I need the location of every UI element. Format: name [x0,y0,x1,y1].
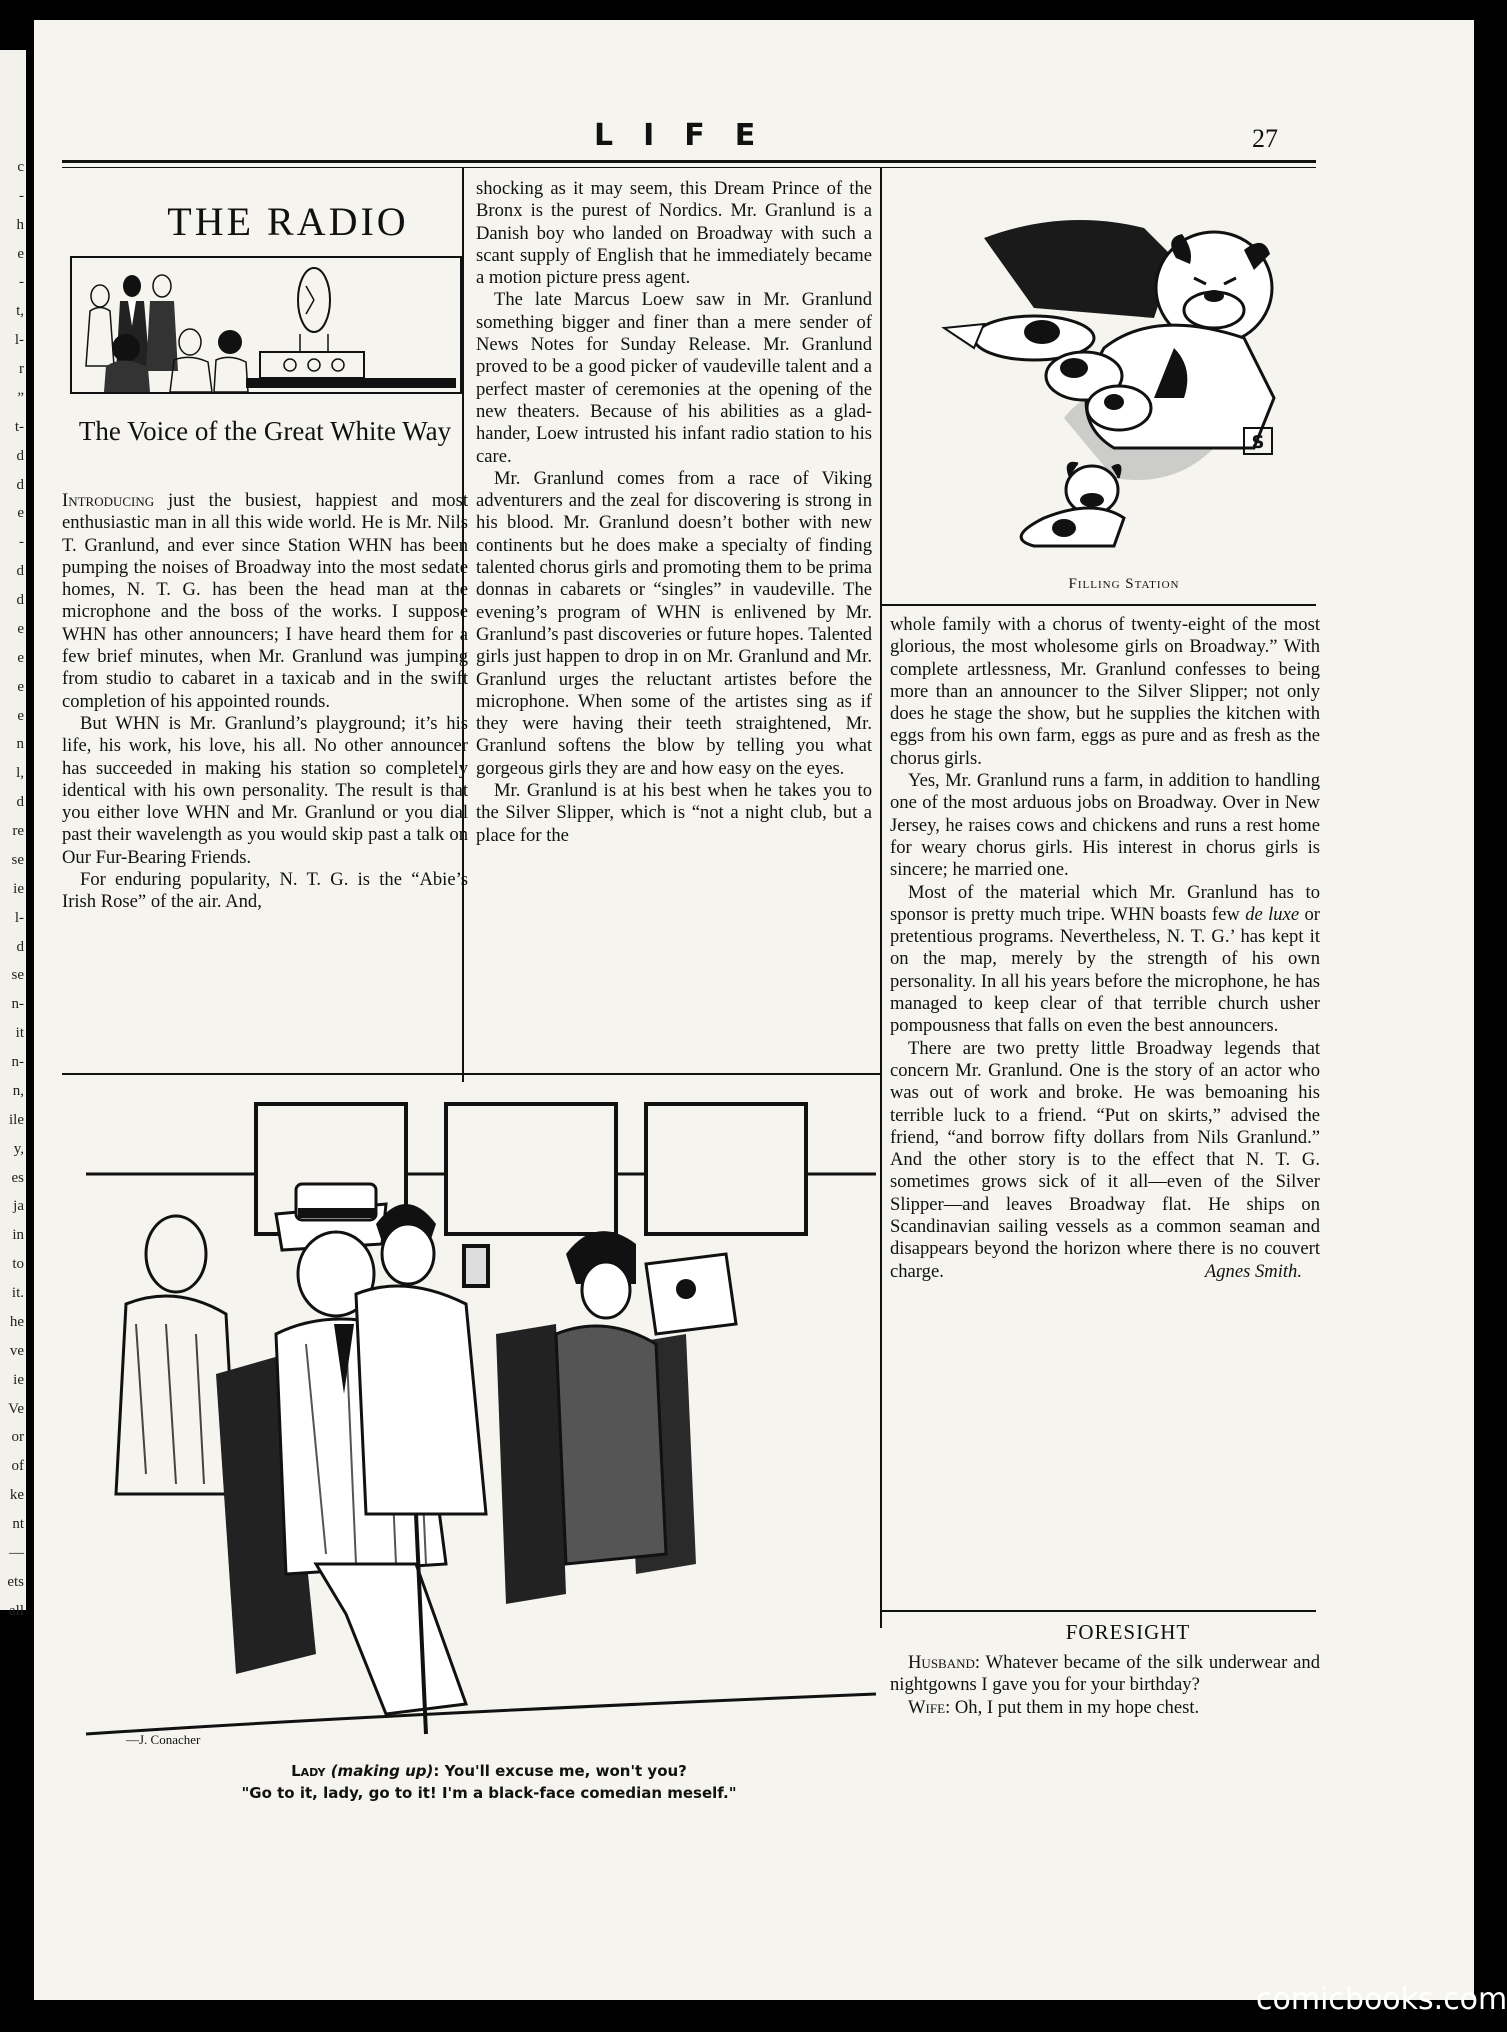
adjacent-page-fragment: e [17,678,24,695]
adjacent-page-fragment: d [16,794,24,811]
radio-illustration [70,256,462,394]
article-paragraph [476,468,872,780]
adjacent-page-fragment: or [11,1429,24,1446]
article-paragraph [62,869,468,914]
adjacent-page-fragment: y, [13,1140,24,1157]
adjacent-page-fragment: — [9,1544,24,1561]
adjacent-page-fragment: e [17,620,24,637]
watermark: comicbooks.com [1256,1982,1507,2017]
paragraph-text: Yes, Mr. Granlund runs a farm, in addition to handling one of the most arduous jobs on Broadway. Over in New Jersey, he raises cows and chickens and runs a rest home for weary chorus girls. His interest in chorus girls is sincere; he married one. [890,770,1320,881]
filling-station-cartoon [914,198,1334,568]
adjacent-page-fragment: e [17,649,24,666]
article-author: Agnes Smith. [1204,1260,1302,1282]
adjacent-page-fragment: - [19,534,24,551]
adjacent-page-fragment: c [17,159,24,175]
adjacent-page-fragment: d [16,563,24,580]
adjacent-page-fragment: e [17,245,24,262]
adjacent-page-fragment: ja [13,1198,24,1215]
foresight-joke [890,1652,1320,1719]
article-column-2 [476,178,872,847]
adjacent-page-fragment: it [15,1025,24,1042]
cartoon-signature: S [1251,432,1265,453]
adjacent-page-fragment: ie [13,1371,24,1388]
adjacent-page-fragment: - [19,187,24,204]
adjacent-page-fragment: t- [14,418,24,435]
caption-line-1 [94,1760,884,1782]
adjacent-page-fragment: n [16,736,24,753]
adjacent-page-fragment: he [9,1313,24,1330]
adjacent-page-edge [0,50,26,1619]
cartoon-caption: Filling Station [1068,576,1180,592]
adjacent-page-fragment: nt [12,1516,24,1532]
caption-aside: (making up) [330,1762,434,1780]
article-paragraph [890,770,1320,881]
article-paragraph [476,178,872,289]
adjacent-page-fragment: n- [11,1054,24,1071]
adjacent-page-fragment: e [17,707,24,724]
adjacent-page-fragment: Ve [8,1400,24,1417]
adjacent-page-fragment: d [16,592,24,609]
foresight-line [890,1697,1320,1719]
column-divider-2 [880,168,882,1628]
paragraph-text: The late Marcus Loew saw in Mr. Granlund something bigger and finer than a mere sender of News Notes for Sunday Release. Mr. Granlund proved to be a good picker of vaudeville talent and a perfect master of ceremonies at the opening of the new theaters. Because of his abilities as a glad-hander, Loew intrusted his infant radio station to his care. [476,289,872,467]
article-column-1 [62,490,468,914]
adjacent-page-fragment: re [12,823,24,840]
article-column-3 [890,614,1320,1283]
adjacent-page-fragment: h [16,216,24,233]
paragraph-text: whole family with a chorus of twenty-eight of the most glorious, the most wholesome girls on Broadway.” With complete artlessness, Mr. Granlund confesses to being more than an announcer to the Silver Slipper; not only does he stage the show, but he supplies the kitchen with eggs from his own farm, eggs as pure and as fresh as the chorus girls. [890,614,1320,769]
adjacent-page-fragment: se [11,851,24,868]
paragraph-text: There are two pretty little Broadway legends that concern Mr. Granlund. One is the story of an actor who was out of work and broke. He was bemoaning his terrible luck to a friend. “Put on skirts,” advised the friend, “and borrow fifty dollars from Nils Granlund.” And the other story is to the effect that N. T. G. sometimes grows sick of it all—even of the Silver Slipper—and leaves Broadway flat. He ships on Scandinavian sailing vessels as a common seaman and disappears beyond the horizon where there is no couvert charge. [890,1037,1320,1282]
foresight-text: : Whatever became of the silk underwear and nightgowns I gave you for your birthday? [890,1652,1320,1696]
adjacent-page-fragment: ke [9,1487,24,1504]
paragraph-text: For enduring popularity, N. T. G. is the “Abie’s Irish Rose” of the air. And, [62,869,468,913]
paragraph-italic: de luxe [1245,903,1300,925]
adjacent-page-fragment: of [11,1458,24,1475]
paragraph-text: shocking as it may seem, this Dream Prince of the Bronx is the purest of Nordics. Mr. Granlund is a Danish boy who landed on Broadway with such a scant supply of English that he immediately became a motion picture press agent. [476,178,872,289]
adjacent-page-fragment: n- [11,996,24,1013]
article-paragraph [476,780,872,847]
caption-line-2: "Go to it, lady, go to it! I'm a black-face comedian meself." [241,1784,737,1802]
article-paragraph [890,1038,1320,1283]
paragraph-text: Most of the material which Mr. Granlund has to sponsor is pretty much tripe. WHN boasts few [890,881,1320,925]
adjacent-page-fragment: d [16,938,24,955]
foresight-title: FORESIGHT [1065,1620,1191,1644]
foresight-speaker: Wife [908,1696,946,1718]
adjacent-page-fragment: ile [9,1111,24,1128]
adjacent-page-fragment: d [16,447,24,464]
paragraph-text: Mr. Granlund is at his best when he takes you to the Silver Slipper, which is “not a night club, but a place for the [476,780,872,846]
header-rule-thin [62,167,1316,168]
foresight-speaker: Husband [908,1652,975,1673]
foresight-line [890,1652,1320,1697]
header-rule [62,160,1316,163]
adjacent-page-fragment: ie [13,880,24,897]
foresight-text: : Oh, I put them in my hope chest. [945,1696,1200,1718]
adjacent-page-fragment: ve [9,1342,24,1359]
artist-signature: —J. Conacher [126,1732,201,1747]
paragraph-text: Mr. Granlund comes from a race of Viking adventurers and the zeal for discovering is strong in his blood. Mr. Granlund doesn’t bother with new continents but he does make a specialty of finding talented chorus girls and promoting them to be prima donnas in cabarets or “singles” in vaudeville. The evening’s program of WHN is enlivened by Mr. Granlund’s past discoveries or future hopes. Talented girls just happen to drop in on Mr. Granlund and Mr. Granlund urges the reluctant artistes before the microphone. When some of the artistes sing as if they were having their teeth straightened, Mr. Granlund softens the blow by telling you what gorgeous girls they are and how easy on the eyes. [476,467,872,779]
article-paragraph [62,490,468,713]
paragraph-text: or pretentious programs. Nevertheless, N. T. G.’ has kept it on the map, merely by the strength of his own personality. In all his years before the microphone, he has managed to keep clear of that terrible church usher pompousness that falls on even the best announcers. [890,903,1321,1037]
article-headline: The Voice of the Great White Way [78,416,452,446]
adjacent-page-fragment: e [17,505,24,522]
adjacent-page-fragment: to [12,1256,24,1273]
magazine-page [34,20,1474,2000]
adjacent-page-fragment: ” [17,389,24,406]
adjacent-page-fragment: es [11,1169,24,1186]
article-paragraph [476,289,872,467]
cartoon-divider [882,604,1316,606]
adjacent-page-fragment: se [11,967,24,984]
paragraph-text: But WHN is Mr. Granlund’s playground; it’s his life, his work, his love, his all. No other announcer has succeeded in making his station so completely identical with his own personality. The result is that you either love WHN and Mr. Granlund or you dial past their wavelength as you would skip past a talk on Our Fur-Bearing Friends. [62,712,468,868]
caption-line-1-text: : You'll excuse me, won't you? [433,1762,687,1780]
caption-speaker: Lady [291,1762,326,1780]
adjacent-page-fragment: l- [14,909,24,926]
adjacent-page-fragment: l- [14,332,24,349]
train-top-rule [62,1073,882,1075]
article-paragraph [62,713,468,869]
train-cartoon [86,1094,876,1754]
adjacent-page-fragment: all [9,1602,24,1619]
adjacent-page-fragment: t, [16,303,24,320]
article-paragraph [890,882,1320,1038]
paragraph-lead: Introducing [62,490,155,511]
adjacent-page-fragment: ets [7,1573,24,1590]
paragraph-text: just the busiest, happiest and most enthusiastic man in all this wide world. He is Mr. Nils T. Granlund, and ever since Station WHN has been pumping the noises of Broadway into the most sedate homes, N. T. G. has been the head man at the microphone and the boss of the works. I suppose WHN has other announcers; I have heard them for a few brief minutes, when Mr. Granlund was jumping from studio to cabaret in a taxicab and in the swift completion of his appointed rounds. [62,490,468,712]
adjacent-page-fragment: r [19,361,24,378]
page-number: 27 [1252,124,1278,153]
adjacent-page-fragment: - [19,274,24,291]
adjacent-page-fragment: d [16,476,24,493]
masthead: LIFE [594,118,786,153]
section-title: THE RADIO [167,199,409,244]
adjacent-page-fragment: it. [11,1285,24,1302]
article-paragraph [890,614,1320,770]
adjacent-page-fragment: l, [16,765,24,782]
adjacent-page-fragment: in [12,1227,24,1244]
adjacent-page-fragment: n, [12,1082,24,1099]
foresight-rule [882,1610,1316,1612]
train-cartoon-caption [94,1760,884,1804]
